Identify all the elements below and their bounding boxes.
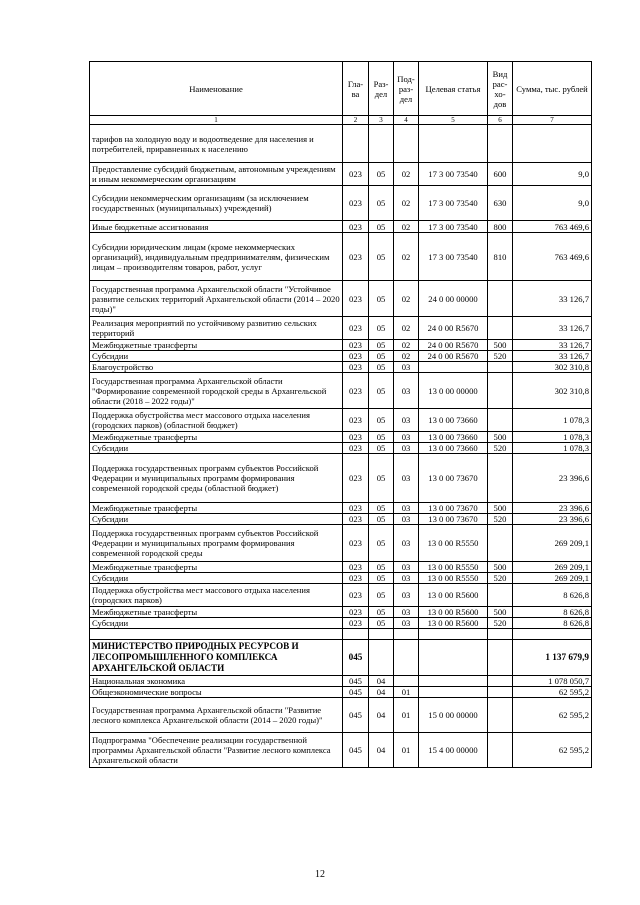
row-target [419, 362, 488, 373]
row-target: 17 3 00 73540 [419, 233, 488, 281]
row-name: Субсидии некоммерческим организациям (за исключением государственных (муниципальных) учреждений) [90, 186, 343, 221]
row-section: 05 [369, 503, 394, 514]
row-section: 05 [369, 584, 394, 607]
row-sum: 33 126,7 [513, 340, 592, 351]
row-target: 13 0 00 R5550 [419, 573, 488, 584]
row-sum: 302 310,8 [513, 373, 592, 409]
row-name: Государственная программа Архангельской области "Формирование современной городской среды в Архангельской области (2018 – 2022 годы)" [90, 373, 343, 409]
row-target: 13 0 00 73660 [419, 432, 488, 443]
row-name: Субсидии [90, 443, 343, 454]
row-sum: 269 209,1 [513, 525, 592, 562]
row-name: Государственная программа Архангельской области "Устойчивое развитие сельских территорий Архангельской области (2014 – 2020 годы)" [90, 281, 343, 317]
table-row [90, 607, 592, 618]
row-section: 05 [369, 221, 394, 233]
row-section: 05 [369, 514, 394, 525]
row-chapter: 023 [343, 503, 369, 514]
row-subsection: 02 [394, 281, 419, 317]
ministry-sum: 1 137 679,9 [513, 640, 592, 676]
row-exptype: 520 [488, 351, 513, 362]
row-exptype: 520 [488, 618, 513, 629]
row-section: 05 [369, 573, 394, 584]
row-exptype [488, 373, 513, 409]
header-subsection: Под-раз-дел [394, 62, 419, 116]
row-exptype [488, 125, 513, 163]
row-exptype [488, 676, 513, 687]
row-subsection: 03 [394, 514, 419, 525]
row-sum: 62 595,2 [513, 698, 592, 733]
row-exptype [488, 525, 513, 562]
row-chapter: 023 [343, 186, 369, 221]
colnum: 3 [369, 116, 394, 125]
row-name: Национальная экономика [90, 676, 343, 687]
row-sum: 8 626,8 [513, 618, 592, 629]
row-name: Поддержка обустройства мест массового отдыха населения (городских парков) (областной бюджет) [90, 409, 343, 432]
row-sum: 62 595,2 [513, 687, 592, 698]
row-chapter: 045 [343, 698, 369, 733]
row-name: Субсидии [90, 573, 343, 584]
row-exptype: 800 [488, 221, 513, 233]
row-section: 04 [369, 687, 394, 698]
row-sum: 9,0 [513, 186, 592, 221]
row-section: 05 [369, 373, 394, 409]
row-sum: 763 469,6 [513, 233, 592, 281]
row-exptype: 500 [488, 432, 513, 443]
row-chapter: 023 [343, 317, 369, 340]
row-chapter: 023 [343, 163, 369, 186]
row-chapter: 023 [343, 281, 369, 317]
row-section [369, 125, 394, 163]
row-section: 05 [369, 618, 394, 629]
row-exptype: 520 [488, 573, 513, 584]
row-target: 13 0 00 73670 [419, 503, 488, 514]
row-sum: 269 209,1 [513, 573, 592, 584]
row-sum: 1 078,3 [513, 443, 592, 454]
row-exptype [488, 454, 513, 503]
row-sum: 23 396,6 [513, 514, 592, 525]
row-sum: 23 396,6 [513, 503, 592, 514]
colnum: 2 [343, 116, 369, 125]
row-chapter: 023 [343, 351, 369, 362]
row-section: 05 [369, 409, 394, 432]
row-chapter: 023 [343, 221, 369, 233]
row-exptype: 600 [488, 163, 513, 186]
table-row [90, 373, 592, 409]
row-sum: 1 078,3 [513, 409, 592, 432]
row-section: 05 [369, 562, 394, 573]
row-name: Субсидии [90, 514, 343, 525]
colnum: 4 [394, 116, 419, 125]
row-exptype [488, 281, 513, 317]
row-subsection: 01 [394, 698, 419, 733]
row-target: 17 3 00 73540 [419, 163, 488, 186]
row-chapter: 023 [343, 454, 369, 503]
row-sum: 33 126,7 [513, 317, 592, 340]
colnum: 5 [419, 116, 488, 125]
row-target [419, 676, 488, 687]
header-section: Раз-дел [369, 62, 394, 116]
row-chapter: 023 [343, 340, 369, 351]
row-chapter: 023 [343, 618, 369, 629]
row-section: 05 [369, 233, 394, 281]
header-amount: Сумма, тыс. рублей [513, 62, 592, 116]
row-subsection: 03 [394, 503, 419, 514]
row-name: Субсидии [90, 618, 343, 629]
ministry-name: МИНИСТЕРСТВО ПРИРОДНЫХ РЕСУРСОВ И ЛЕСОПРОМЫШЛЕННОГО КОМПЛЕКСА АРХАНГЕЛЬСКОЙ ОБЛАСТИ [90, 640, 343, 676]
row-subsection: 03 [394, 362, 419, 373]
row-chapter: 023 [343, 373, 369, 409]
row-name: тарифов на холодную воду и водоотведение для населения и потребителей, приравненных к населению [90, 125, 343, 163]
table-row [90, 733, 592, 768]
row-name: Реализация мероприятий по устойчивому развитию сельских территорий [90, 317, 343, 340]
row-subsection: 01 [394, 733, 419, 768]
row-chapter: 023 [343, 562, 369, 573]
row-target: 13 0 00 73670 [419, 454, 488, 503]
row-chapter: 023 [343, 607, 369, 618]
row-exptype: 520 [488, 443, 513, 454]
row-name: Благоустройство [90, 362, 343, 373]
row-subsection: 02 [394, 351, 419, 362]
row-chapter: 023 [343, 233, 369, 281]
row-subsection [394, 676, 419, 687]
ministry-chapter: 045 [343, 640, 369, 676]
row-exptype [488, 362, 513, 373]
row-subsection: 03 [394, 443, 419, 454]
table-row [90, 676, 592, 687]
row-target: 15 4 00 00000 [419, 733, 488, 768]
row-chapter [343, 125, 369, 163]
row-section: 05 [369, 443, 394, 454]
row-target [419, 687, 488, 698]
row-name: Межбюджетные трансферты [90, 562, 343, 573]
row-target: 24 0 00 R5670 [419, 340, 488, 351]
header-exptype: Вид рас-хо-дов [488, 62, 513, 116]
table-row [90, 281, 592, 317]
row-target: 13 0 00 R5600 [419, 618, 488, 629]
row-subsection: 03 [394, 454, 419, 503]
row-target: 24 0 00 R5670 [419, 317, 488, 340]
row-chapter: 023 [343, 514, 369, 525]
row-subsection: 03 [394, 618, 419, 629]
row-section: 05 [369, 317, 394, 340]
row-exptype: 500 [488, 562, 513, 573]
row-section: 05 [369, 525, 394, 562]
row-chapter: 045 [343, 687, 369, 698]
table-row [90, 163, 592, 186]
table-row [90, 125, 592, 163]
row-name: Подпрограмма "Обеспечение реализации государственной программы Архангельской области "Развитие лесного комплекса Архангельской области [90, 733, 343, 768]
row-sum: 269 209,1 [513, 562, 592, 573]
row-name: Поддержка государственных программ субъектов Российской Федерации и муниципальных программ формирования современной городской среды (областной бюджет) [90, 454, 343, 503]
row-target: 17 3 00 73540 [419, 186, 488, 221]
header-target: Целевая статья [419, 62, 488, 116]
row-exptype: 520 [488, 514, 513, 525]
row-name: Межбюджетные трансферты [90, 340, 343, 351]
row-name: Поддержка государственных программ субъектов Российской Федерации и муниципальных программ формирования современной городской среды [90, 525, 343, 562]
row-name: Межбюджетные трансферты [90, 432, 343, 443]
row-exptype [488, 733, 513, 768]
row-section: 05 [369, 607, 394, 618]
row-name: Субсидии юридическим лицам (кроме некоммерческих организаций), индивидуальным предпринимателям, физическим лицам – производителям товаров, работ, услуг [90, 233, 343, 281]
row-exptype: 500 [488, 607, 513, 618]
row-subsection: 02 [394, 340, 419, 351]
row-subsection: 02 [394, 317, 419, 340]
row-target: 13 0 00 00000 [419, 373, 488, 409]
row-exptype [488, 687, 513, 698]
row-target: 13 0 00 73670 [419, 514, 488, 525]
row-subsection: 03 [394, 432, 419, 443]
colnum: 6 [488, 116, 513, 125]
colnum: 1 [90, 116, 343, 125]
table-row [90, 618, 592, 629]
row-sum: 1 078 050,7 [513, 676, 592, 687]
row-chapter: 023 [343, 584, 369, 607]
row-exptype [488, 698, 513, 733]
row-name: Межбюджетные трансферты [90, 607, 343, 618]
row-exptype: 630 [488, 186, 513, 221]
row-chapter: 023 [343, 525, 369, 562]
row-sum [513, 125, 592, 163]
row-exptype: 500 [488, 503, 513, 514]
row-sum: 9,0 [513, 163, 592, 186]
row-sum: 33 126,7 [513, 281, 592, 317]
row-exptype [488, 409, 513, 432]
row-name: Государственная программа Архангельской области "Развитие лесного комплекса Архангельской области (2014 – 2020 годы)" [90, 698, 343, 733]
row-target: 24 0 00 R5670 [419, 351, 488, 362]
row-exptype: 500 [488, 340, 513, 351]
row-name: Общеэкономические вопросы [90, 687, 343, 698]
row-sum: 8 626,8 [513, 607, 592, 618]
table-row [90, 443, 592, 454]
row-section: 05 [369, 281, 394, 317]
row-chapter: 023 [343, 573, 369, 584]
row-sum: 33 126,7 [513, 351, 592, 362]
row-sum: 1 078,3 [513, 432, 592, 443]
row-subsection: 02 [394, 186, 419, 221]
row-section: 05 [369, 454, 394, 503]
table-row [90, 584, 592, 607]
row-target: 15 0 00 00000 [419, 698, 488, 733]
row-subsection: 03 [394, 409, 419, 432]
row-sum: 302 310,8 [513, 362, 592, 373]
row-chapter: 023 [343, 432, 369, 443]
row-name: Субсидии [90, 351, 343, 362]
row-section: 05 [369, 432, 394, 443]
table-row [90, 317, 592, 340]
row-target: 13 0 00 R5600 [419, 607, 488, 618]
row-chapter: 045 [343, 733, 369, 768]
table-row [90, 362, 592, 373]
row-name: Поддержка обустройства мест массового отдыха населения (городских парков) [90, 584, 343, 607]
table-row [90, 186, 592, 221]
row-subsection: 03 [394, 584, 419, 607]
row-sum: 62 595,2 [513, 733, 592, 768]
row-subsection: 03 [394, 562, 419, 573]
row-section: 05 [369, 362, 394, 373]
table-row [90, 432, 592, 443]
row-subsection: 02 [394, 163, 419, 186]
row-section: 05 [369, 340, 394, 351]
budget-table [89, 61, 592, 768]
row-name: Межбюджетные трансферты [90, 503, 343, 514]
row-exptype: 810 [488, 233, 513, 281]
row-target: 13 0 00 R5600 [419, 584, 488, 607]
row-chapter: 045 [343, 676, 369, 687]
row-section: 04 [369, 698, 394, 733]
row-target: 17 3 00 73540 [419, 221, 488, 233]
row-subsection: 03 [394, 573, 419, 584]
table-row [90, 562, 592, 573]
row-exptype [488, 584, 513, 607]
page-number: 12 [315, 869, 325, 880]
row-subsection [394, 125, 419, 163]
row-subsection: 02 [394, 233, 419, 281]
row-subsection: 02 [394, 221, 419, 233]
row-section: 04 [369, 733, 394, 768]
row-name: Иные бюджетные ассигнования [90, 221, 343, 233]
row-sum: 8 626,8 [513, 584, 592, 607]
table-row [90, 454, 592, 503]
row-sum: 23 396,6 [513, 454, 592, 503]
row-chapter: 023 [343, 362, 369, 373]
row-section: 05 [369, 351, 394, 362]
row-chapter: 023 [343, 409, 369, 432]
ministry-block [90, 629, 592, 676]
row-target: 13 0 00 73660 [419, 409, 488, 432]
table-row [90, 340, 592, 351]
row-exptype [488, 317, 513, 340]
row-name: Предоставление субсидий бюджетным, автономным учреждениям и иным некоммерческим организациям [90, 163, 343, 186]
row-subsection: 03 [394, 525, 419, 562]
table-body [90, 676, 592, 768]
table-row [90, 503, 592, 514]
header-name: Наименование [90, 62, 343, 116]
table-row [90, 514, 592, 525]
colnum: 7 [513, 116, 592, 125]
table-row [90, 409, 592, 432]
table-body [90, 125, 592, 629]
row-target: 24 0 00 00000 [419, 281, 488, 317]
row-subsection: 03 [394, 373, 419, 409]
row-chapter: 023 [343, 443, 369, 454]
table-row [90, 233, 592, 281]
table-row [90, 698, 592, 733]
row-target: 13 0 00 R5550 [419, 525, 488, 562]
table-row [90, 687, 592, 698]
row-subsection: 01 [394, 687, 419, 698]
table-row [90, 573, 592, 584]
row-target [419, 125, 488, 163]
row-target: 13 0 00 R5550 [419, 562, 488, 573]
table-row [90, 351, 592, 362]
header-chapter: Гла-ва [343, 62, 369, 116]
table-row [90, 221, 592, 233]
table-row [90, 525, 592, 562]
row-subsection: 03 [394, 607, 419, 618]
row-target: 13 0 00 73660 [419, 443, 488, 454]
row-section: 04 [369, 676, 394, 687]
row-sum: 763 469,6 [513, 221, 592, 233]
row-section: 05 [369, 163, 394, 186]
row-section: 05 [369, 186, 394, 221]
